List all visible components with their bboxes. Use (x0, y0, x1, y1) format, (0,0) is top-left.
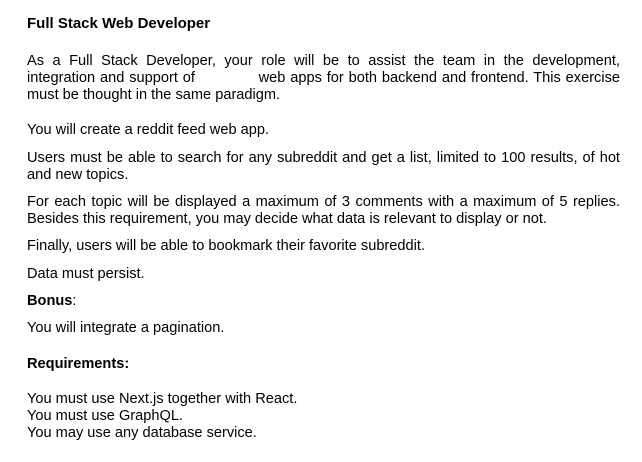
requirements-heading: Requirements: (27, 356, 130, 372)
task-paragraph: You will create a reddit feed web app. (27, 122, 270, 138)
document-body (27, 15, 620, 442)
intro-text-end: web apps for both backend and frontend. This exercise must be thought in the same paradigm. (27, 70, 621, 103)
requirement-item: You must use GraphQL. (27, 408, 184, 424)
bookmark-paragraph: Finally, users will be able to bookmark their favorite subreddit. (27, 238, 425, 254)
bonus-colon: : (72, 293, 77, 309)
intro-paragraph (27, 53, 620, 104)
document-title: Full Stack Web Developer (27, 15, 211, 32)
requirements-list (27, 391, 620, 442)
bonus-heading (27, 293, 620, 310)
bonus-label: Bonus (27, 293, 73, 309)
requirement-item: You may use any database service. (27, 425, 257, 441)
comments-paragraph: For each topic will be displayed a maximum of 3 comments with a maximum of 5 replies. Besides this requirement, you may decide what data is relevant to display or not. (27, 194, 620, 227)
bonus-paragraph: You will integrate a pagination. (27, 320, 225, 336)
persist-paragraph: Data must persist. (27, 266, 145, 282)
requirement-item: You must use Next.js together with React. (27, 391, 298, 407)
search-paragraph: Users must be able to search for any subreddit and get a list, limited to 100 results, of hot and new topics. (27, 150, 620, 183)
intro-text-start: As a Full Stack Developer, your role will be to assist the team in the development, integration and support of (27, 53, 620, 86)
